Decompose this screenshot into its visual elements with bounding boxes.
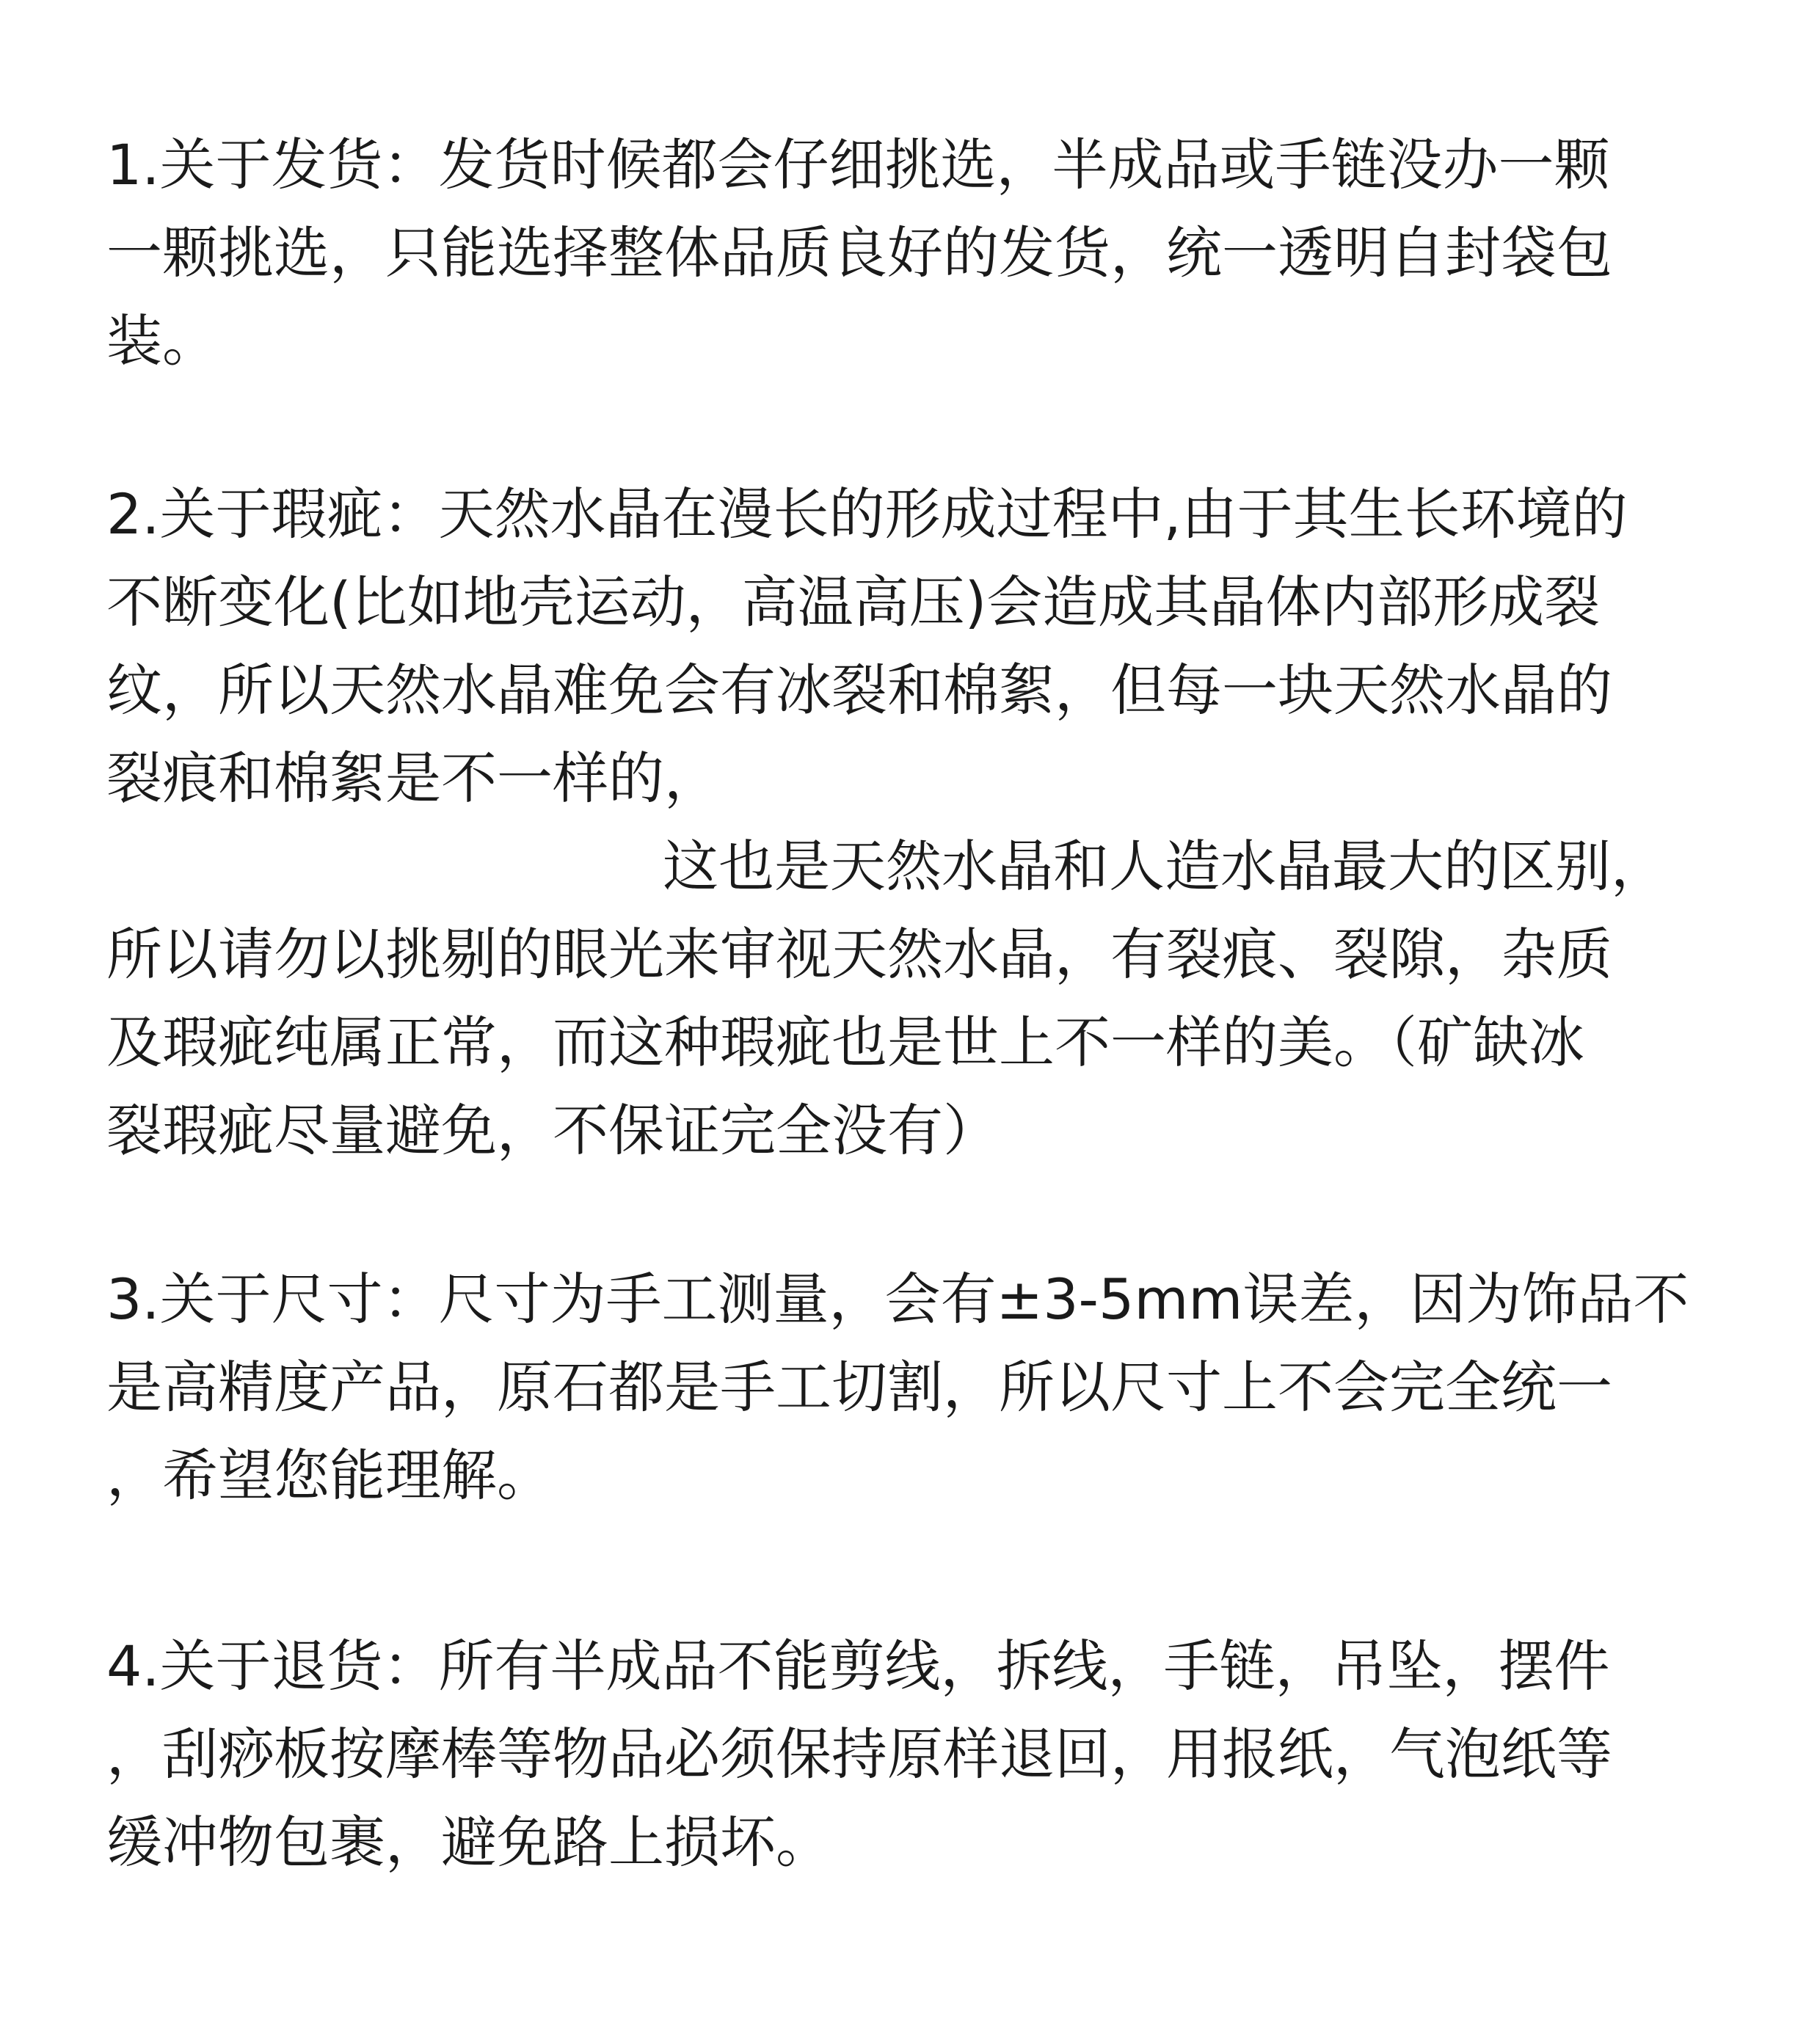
text-line: 裂瑕疵尽量避免，不保证完全没有） bbox=[106, 1098, 999, 1163]
flaw-policy-paragraph bbox=[106, 470, 1721, 1175]
text-line: 1.关于发货：发货时候都会仔细挑选，半成品或手链没办一颗 bbox=[106, 132, 1610, 197]
text-line: 4.关于退货：所有半成品不能剪线，拆线，手链，吊坠，摆件 bbox=[106, 1633, 1610, 1699]
text-line: 裂痕和棉絮是不一样的， bbox=[106, 746, 720, 811]
text-line: 一颗挑选，只能选择整体品质良好的发货，统一透明自封袋包 bbox=[106, 220, 1612, 285]
text-line: 缓冲物包裹，避免路上损坏。 bbox=[106, 1810, 831, 1875]
size-policy-paragraph bbox=[106, 1256, 1721, 1520]
return-policy-paragraph bbox=[106, 1622, 1721, 1887]
text-line-indented: 这也是天然水晶和人造水晶最大的区别， bbox=[663, 834, 1667, 899]
text-line: ，刮痧板按摩棒等物品必须保持原样退回，用报纸，气泡纸等 bbox=[106, 1721, 1612, 1787]
text-line: 及瑕疵纯属正常，而这种瑕疵也是世上不一样的美。（矿缺冰 bbox=[106, 1010, 1584, 1075]
text-line: 不断变化(比如地壳运动，高温高压)会造成其晶体内部形成裂 bbox=[106, 569, 1601, 635]
text-line: 是高精度产品，原石都是手工切割，所以尺寸上不会完全统一 bbox=[106, 1355, 1612, 1420]
text-line: 3.关于尺寸：尺寸为手工测量，会有±3-5mm误差，因为饰品不 bbox=[106, 1267, 1689, 1332]
text-line: 所以请勿以挑剔的眼光来审视天然水晶，有裂痕、裂隙，杂质 bbox=[106, 922, 1612, 987]
text-line: 纹，所以天然水晶难免会有冰裂和棉絮，但每一块天然水晶的 bbox=[106, 657, 1612, 723]
text-line: ，希望您能理解。 bbox=[106, 1443, 553, 1508]
shipping-policy-paragraph bbox=[106, 121, 1721, 385]
text-line: 装。 bbox=[106, 308, 218, 373]
text-line: 2.关于瑕疵：天然水晶在漫长的形成过程中,由于其生长环境的 bbox=[106, 481, 1628, 547]
